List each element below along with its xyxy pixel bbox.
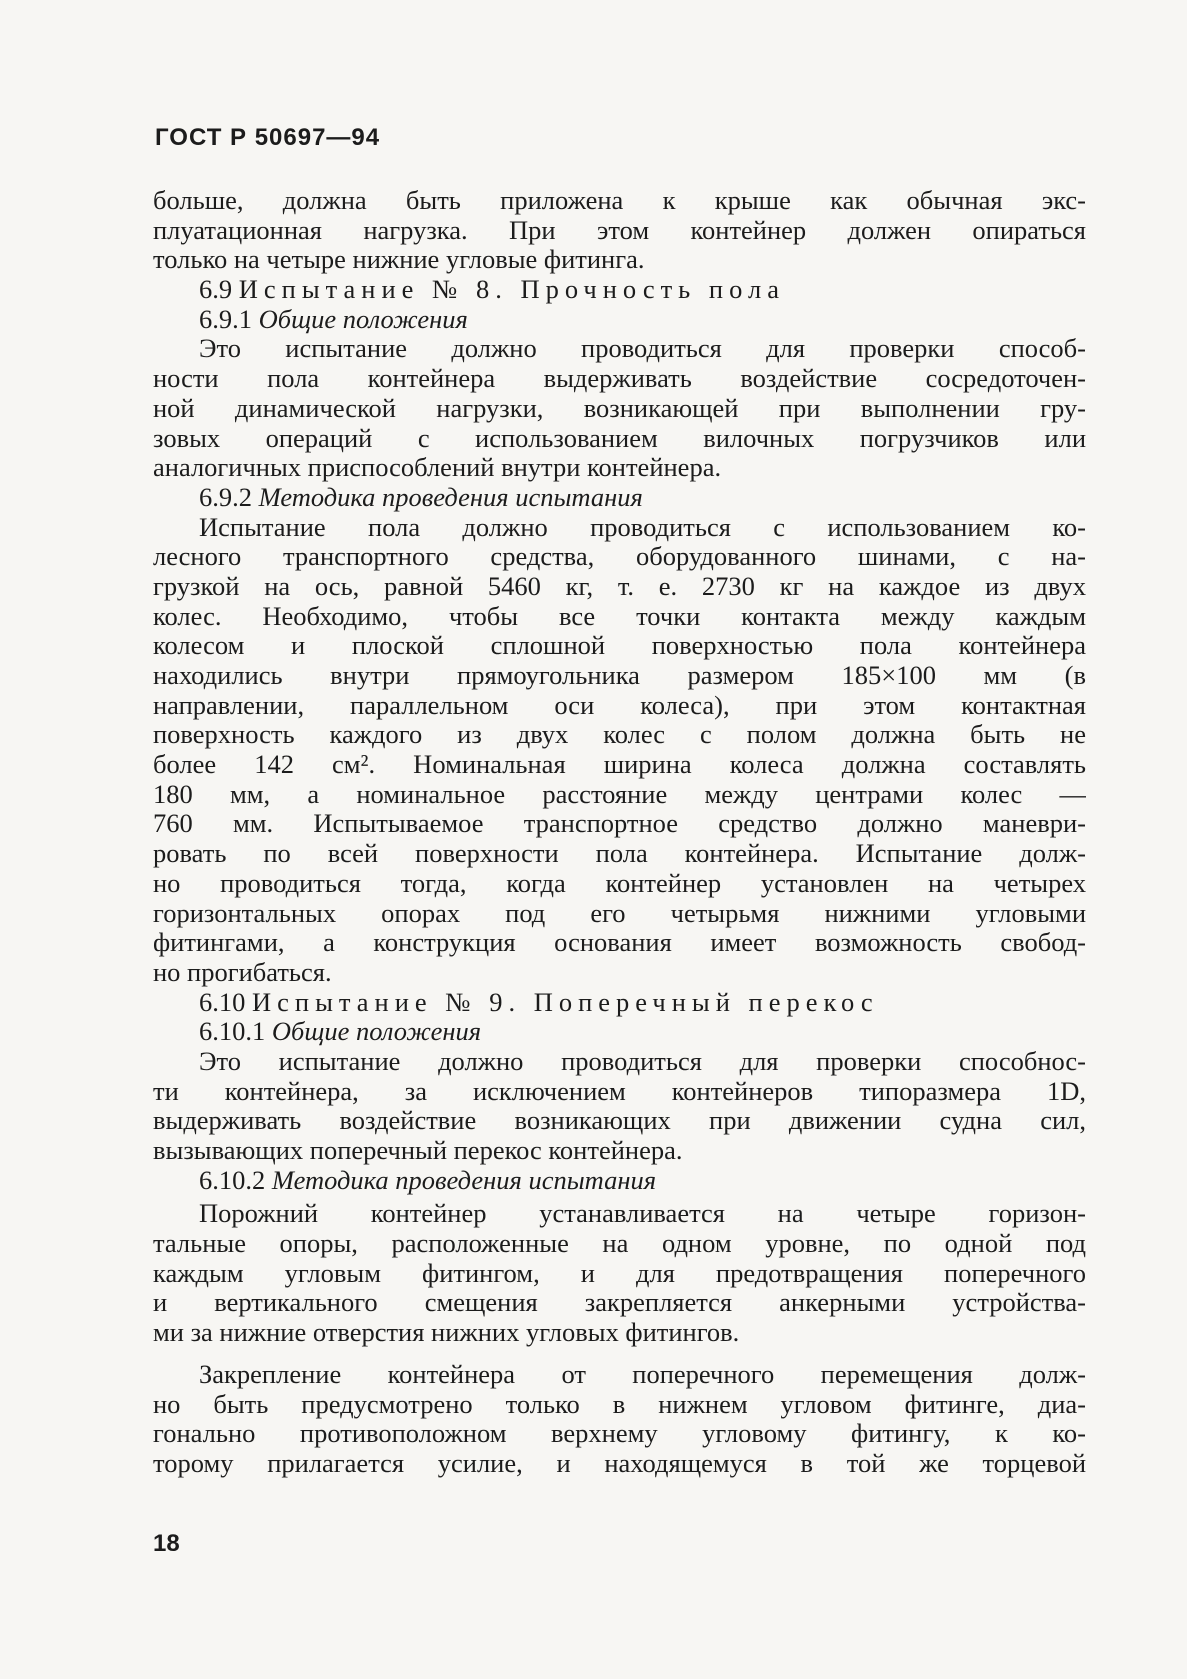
text-line: колесом и плоской сплошной поверхностью пола контейнера bbox=[153, 631, 1086, 661]
text-line: зовых операций с использованием вилочных погрузчиков или bbox=[153, 423, 1086, 453]
text-line: но проводиться тогда, когда контейнер установлен на четырех bbox=[153, 868, 1086, 898]
subsection-title: Общие положения bbox=[258, 304, 468, 334]
text-line: плуатационная нагрузка. При этом контейнер должен опираться bbox=[153, 215, 1086, 245]
text-line: более 142 см². Номинальная ширина колеса должна составлять bbox=[153, 750, 1086, 780]
section-heading-6-9 bbox=[153, 275, 1086, 305]
subsection-number: 6.9.1 bbox=[199, 304, 252, 334]
text-line: ной динамической нагрузки, возникающей при выполнении гру- bbox=[153, 393, 1086, 423]
text-line: Это испытание должно проводиться для проверки способ- bbox=[199, 334, 1086, 364]
page-number: 18 bbox=[153, 1530, 180, 1557]
text-line: направлении, параллельном оси колеса), при этом контактная bbox=[153, 690, 1086, 720]
section-number: 6.10 bbox=[199, 987, 246, 1017]
subsection-number: 6.10.2 bbox=[199, 1165, 266, 1195]
text-line: аналогичных приспособлений внутри контейнера. bbox=[153, 453, 722, 483]
text-line: грузкой на ось, равной 5460 кг, т. е. 2730 кг на каждое из двух bbox=[153, 571, 1086, 601]
subsection-heading-6-9-2 bbox=[153, 483, 1086, 513]
section-heading-6-10 bbox=[153, 988, 1086, 1018]
subsection-title: Общие положения bbox=[271, 1017, 482, 1047]
text-line: 760 мм. Испытываемое транспортное средство должно маневри- bbox=[153, 809, 1086, 839]
text-line: лесного транспортного средства, оборудованного шинами, с на- bbox=[153, 542, 1086, 572]
text-line: вызывающих поперечный перекос контейнера. bbox=[153, 1136, 683, 1165]
text-line: ми за нижние отверстия нижних угловых фитингов. bbox=[153, 1318, 740, 1348]
text-line: ровать по всей поверхности пола контейнера. Испытание долж- bbox=[153, 839, 1086, 869]
body-text bbox=[153, 186, 1086, 1479]
subsection-heading-6-10-2 bbox=[153, 1166, 1086, 1196]
section-title: Испытание № 8. Прочность пола bbox=[238, 275, 785, 305]
text-line: и вертикального смещения закрепляется анкерными устройства- bbox=[153, 1288, 1086, 1318]
text-line: выдерживать воздействие возникающих при движении судна сил, bbox=[153, 1106, 1086, 1136]
section-number: 6.9 bbox=[199, 275, 233, 305]
text-line: Порожний контейнер устанавливается на четыре горизон- bbox=[199, 1199, 1086, 1229]
subsection-number: 6.9.2 bbox=[199, 482, 252, 512]
subsection-title: Методика проведения испытания bbox=[271, 1165, 657, 1195]
text-line: колес. Необходимо, чтобы все точки контакта между каждым bbox=[153, 601, 1086, 631]
text-line: находились внутри прямоугольника размером 185×100 мм (в bbox=[153, 661, 1086, 690]
subsection-heading-6-9-1 bbox=[153, 305, 1086, 335]
text-line: но быть предусмотрено только в нижнем угловом фитинге, диа- bbox=[153, 1389, 1086, 1419]
text-line: Испытание пола должно проводиться с использованием ко- bbox=[199, 512, 1086, 542]
text-line: только на четыре нижние угловые фитинга. bbox=[153, 245, 645, 275]
section-title: Испытание № 9. Поперечный перекос bbox=[252, 987, 879, 1017]
text-line: поверхность каждого из двух колес с полом должна быть не bbox=[153, 720, 1086, 750]
text-line: больше, должна быть приложена к крыше как обычная экс- bbox=[153, 186, 1086, 215]
text-line: ти контейнера, за исключением контейнеров типоразмера 1D, bbox=[153, 1076, 1086, 1106]
text-line: Это испытание должно проводиться для проверки способнос- bbox=[199, 1046, 1086, 1076]
text-line: гонально противоположном верхнему угловому фитингу, к ко- bbox=[153, 1419, 1086, 1449]
text-line: горизонтальных опорах под его четырьмя нижними угловыми bbox=[153, 898, 1086, 928]
text-line: тальные опоры, расположенные на одном уровне, по одной под bbox=[153, 1229, 1086, 1259]
text-line: фитингами, а конструкция основания имеет возможность свобод- bbox=[153, 928, 1086, 958]
text-line: 180 мм, а номинальное расстояние между центрами колес — bbox=[153, 779, 1086, 809]
subsection-heading-6-10-1 bbox=[153, 1017, 1086, 1047]
subsection-title: Методика проведения испытания bbox=[258, 482, 643, 512]
text-line: Закрепление контейнера от поперечного перемещения долж- bbox=[199, 1359, 1086, 1389]
document-header: ГОСТ Р 50697—94 bbox=[155, 124, 381, 151]
text-line: торому прилагается усилие, и находящемуся в той же торцевой bbox=[153, 1448, 1086, 1478]
subsection-number: 6.10.1 bbox=[199, 1017, 266, 1047]
text-line: ности пола контейнера выдерживать воздействие сосредоточен- bbox=[153, 364, 1086, 394]
text-line: но прогибаться. bbox=[153, 957, 332, 987]
text-line: каждым угловым фитингом, и для предотвращения поперечного bbox=[153, 1258, 1086, 1288]
